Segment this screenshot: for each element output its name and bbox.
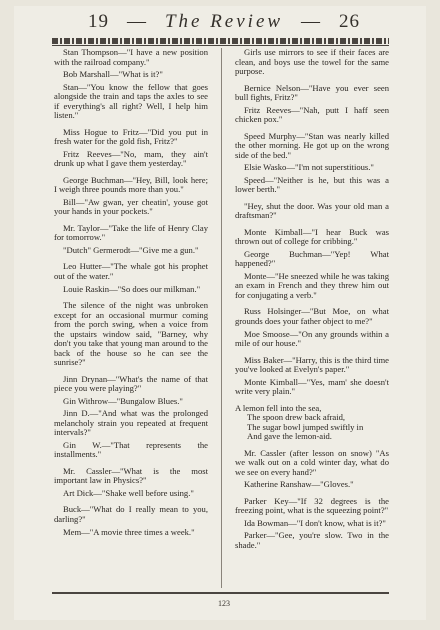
joke-line: Katherine Ranshaw—"Gloves.": [244, 479, 354, 490]
joke-line: Leo Hutter—"The whale got his prophet out of the water.": [54, 261, 208, 281]
joke-line: Mr. Cassler (after lesson on snow) "As we walk out on a cold winter day, what do we see on every hand?": [235, 447, 389, 477]
joke-line: Stan—"You know the fellow that goes alongside the train and taps the axles to see if everything's all right? Well, I help him listen.": [54, 81, 208, 121]
joke-line: Fritz Reeves—"Nah, putt I haff seen chicken pox.": [235, 104, 389, 125]
header-page-right: 26: [339, 11, 361, 32]
header-page-left: 19: [87, 11, 109, 32]
right-column: [235, 48, 389, 554]
joke-line: Russ Holsinger—"But Moe, on what grounds does your father object to me?": [235, 306, 389, 326]
joke-line: Miss Hogue to Fritz—"Did you put in fresh water for the gold fish, Fritz?": [54, 126, 208, 147]
joke-line: Moe Smoose—"On any grounds within a mile of our house.": [235, 328, 389, 349]
joke-line: Girls use mirrors to see if their faces are clean, and boys use the towel for the same purpose.: [235, 47, 389, 76]
joke-line: George Buchman—"Hey, Bill, look here; I weigh three pounds more than you.": [54, 174, 208, 195]
column-divider: [221, 48, 222, 588]
joke-line: Mr. Taylor—"Take the life of Henry Clay for tomorrow.": [54, 222, 208, 243]
joke-line: Monte—"He sneezed while he was taking an exam in French and they threw him out for conjugating a verb.": [235, 270, 389, 300]
joke-line: Parker Key—"If 32 degrees is the freezing point, what is the squeezing point?": [235, 495, 389, 516]
joke-line: Buck—"What do I really mean to you, darling?": [54, 504, 208, 524]
left-column: [54, 48, 208, 540]
joke-line: Speed Murphy—"Stan was nearly killed the other morning. He got up on the wrong side of the bed.": [235, 130, 389, 160]
ornamental-band: [52, 38, 389, 44]
joke-line: Jinn Drynan—"What's the name of that piece you were playing?": [54, 373, 208, 394]
page: [14, 6, 426, 620]
joke-line: Mr. Cassler—"What is the most important law in Physics?": [54, 465, 208, 486]
page-number: 123: [218, 599, 230, 608]
header-title: The Review: [164, 11, 284, 32]
joke-line: Louie Raskin—"So does our milkman.": [63, 283, 201, 294]
page-header: [54, 10, 394, 34]
joke-line: Jinn D.—"And what was the prolonged melancholy strain you repeated at frequent intervals?": [54, 408, 208, 438]
joke-line: Monte Kimball—"I hear Buck was thrown out of college for cribbing.": [235, 226, 389, 247]
joke-line: "Dutch" Germerodt—"Give me a gun.": [63, 244, 199, 255]
joke-line: Stan Thompson—"I have a new position with the railroad company.": [54, 47, 208, 67]
joke-line: Speed—"Neither is he, but this was a lower berth.": [235, 174, 389, 195]
joke-line: Fritz Reeves—"No, mam, they ain't drunk up what I gave them yesterday.": [54, 148, 208, 169]
joke-line: Art Dick—"Shake well before using.": [63, 487, 194, 498]
header-dash-right: —: [301, 11, 322, 32]
joke-line: Gin W.—"That represents the installments.": [54, 439, 208, 460]
joke-line: Miss Baker—"Harry, this is the third time you've looked at Evelyn's paper.": [235, 354, 389, 375]
poem-line: And gave the lemon-aid.: [247, 431, 332, 442]
joke-line: Parker—"Gee, you're slow. Two in the shade.": [235, 530, 389, 550]
header-rule: [52, 45, 389, 46]
joke-line: Mem—"A movie three times a week.": [63, 526, 195, 537]
joke-line: Bill—"Aw gwan, yer cheatin', youse got your hands in your pockets.": [54, 196, 208, 217]
footer-rule: [52, 592, 389, 594]
header-dash-left: —: [126, 11, 147, 32]
joke-line: Monte Kimball—"Yes, mam' she doesn't write very plain.": [235, 376, 389, 397]
joke-line: Ida Bowman—"I don't know, what is it?": [244, 517, 386, 528]
joke-line: "Hey, shut the door. Was your old man a draftsman?": [235, 200, 389, 221]
joke-line: Elsie Wasko—"I'm not superstitious.": [244, 162, 374, 173]
poem-line: The sugar bowl jumped swiftly in: [247, 421, 364, 432]
joke-line: George Buchman—"Yep! What happened?": [235, 248, 389, 269]
poem-line: The spoon drew back afraid,: [247, 412, 346, 423]
joke-line: Bob Marshall—"What is it?": [63, 69, 163, 80]
joke-line: Gin Withrow—"Bungalow Blues.": [63, 395, 183, 406]
poem-line: A lemon fell into the sea,: [235, 402, 322, 413]
joke-line: Bernice Nelson—"Have you ever seen bull fights, Fritz?": [235, 82, 389, 102]
joke-line: The silence of the night was unbroken except for an occasional murmur coming from the porch swing, when a voice from the upstairs window said, "Barney, why don't you take that young man around to the back of the house so he can see the sunrise?": [54, 300, 208, 368]
